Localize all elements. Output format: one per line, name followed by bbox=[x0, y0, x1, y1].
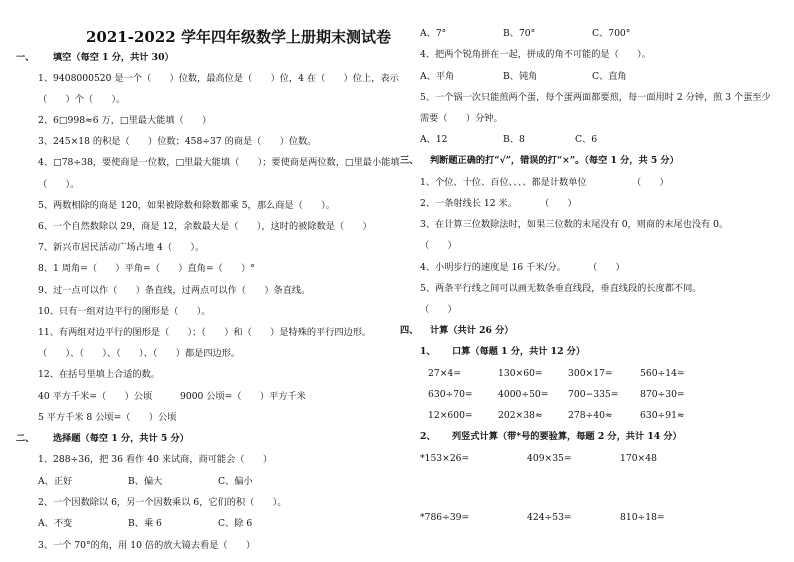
fill-q11-line2: （ ）、（ ）、（ ）、（ ）都是四边形。 bbox=[38, 348, 241, 359]
section-4-heading: 计算（共计 26 分） bbox=[430, 325, 514, 336]
judge-q2: 2、一条射线长 12 米。 bbox=[420, 198, 517, 209]
choice-q3-option-b: B、70° bbox=[503, 28, 536, 39]
choice-q2-option-a: A、不变 bbox=[38, 518, 73, 529]
judge-q2-paren: （ ） bbox=[540, 198, 577, 209]
fill-q6: 6、一个自然数除以 29，商是 12，余数最大是（ ），这时的被除数是（ ） bbox=[38, 221, 372, 232]
judge-q3-line1: 3、在计算三位数除法时，如果三位数的末尾没有 0，则商的末尾也没有 0。 bbox=[420, 219, 729, 230]
fill-q9: 9、过一点可以作（ ）条直线，过两点可以作（ ）条直线。 bbox=[38, 285, 311, 296]
vertical-r1-c1: *153×26= bbox=[420, 453, 470, 464]
fill-q2: 2、6□998≈6 万，□里最大能填（ ） bbox=[38, 115, 212, 126]
choice-q2: 2、一个因数除以 6，另一个因数乘以 6，它们的积（ ）。 bbox=[38, 497, 287, 508]
judge-q1-paren: （ ） bbox=[632, 177, 669, 188]
choice-q2-option-b: B、乘 6 bbox=[128, 518, 162, 529]
oral-r1-c4: 560÷14= bbox=[640, 368, 685, 379]
vertical-calc-heading: 列竖式计算（带*号的要验算，每题 2 分，共计 14 分） bbox=[452, 431, 682, 442]
choice-q1-option-a: A、正好 bbox=[38, 476, 73, 487]
fill-q5: 5、两数相除的商是 120，如果被除数和除数都乘 5，那么商是（ ）。 bbox=[38, 200, 335, 211]
choice-q2-option-c: C、除 6 bbox=[218, 518, 253, 529]
choice-q3: 3、一个 70°的角，用 10 倍的放大镜去看是（ ） bbox=[38, 540, 256, 551]
choice-q4: 4、把两个锐角拼在一起，拼成的角不可能的是（ ）。 bbox=[420, 49, 651, 60]
choice-q5-line1: 5、一个锅一次只能煎两个蛋，每个蛋两面都要煎，每一面用时 2 分钟，煎 3 个蛋至少 bbox=[420, 92, 771, 103]
vertical-r1-c2: 409×35= bbox=[527, 453, 572, 464]
fill-q1-line1: 1、9408000520 是一个（ ）位数，最高位是（ ）位，4 在（ ）位上，表示 bbox=[38, 73, 399, 84]
choice-q1-option-c: C、偏小 bbox=[218, 476, 253, 487]
oral-r1-c3: 300×17= bbox=[568, 368, 613, 379]
section-3-heading: 判断题正确的打“√”，错误的打“×”。（每空 1 分，共 5 分） bbox=[430, 155, 679, 166]
oral-r2-c3: 700−335= bbox=[568, 389, 619, 400]
vertical-r2-c3: 810÷18= bbox=[620, 512, 665, 523]
fill-q11-line1: 11、有两组对边平行的图形是（ ）；（ ）和（ ）是特殊的平行四边形。 bbox=[38, 327, 372, 338]
fill-q4-line2: （ ）。 bbox=[38, 179, 80, 190]
judge-q1: 1、个位、十位、百位、、、、都是计数单位 bbox=[420, 177, 587, 188]
fill-q1-line2: （ ）个（ ）。 bbox=[38, 94, 126, 105]
choice-q5-line2: 需要（ ）分钟。 bbox=[420, 113, 503, 124]
fill-q12-item3: 5 平方千米 8 公顷=（ ）公顷 bbox=[38, 412, 177, 423]
vertical-calc-number: 2、 bbox=[420, 431, 436, 442]
oral-r2-c2: 4000÷50= bbox=[498, 389, 549, 400]
choice-q4-option-a: A、平角 bbox=[420, 71, 455, 82]
choice-q3-option-a: A、7° bbox=[420, 28, 447, 39]
section-1-heading: 填空（每空 1 分，共计 30） bbox=[53, 52, 174, 63]
section-2-number: 二、 bbox=[16, 433, 35, 444]
section-2-heading: 选择题（每空 1 分，共计 5 分） bbox=[53, 433, 189, 444]
judge-q4: 4、小明步行的速度是 16 千米/分。 bbox=[420, 262, 566, 273]
oral-r3-c2: 202×38≈ bbox=[498, 410, 543, 421]
oral-r3-c4: 630÷91≈ bbox=[640, 410, 685, 421]
judge-q5-line1: 5、两条平行线之间可以画无数条垂直线段，垂直线段的长度都不同。 bbox=[420, 283, 702, 294]
oral-r3-c3: 278÷40≈ bbox=[568, 410, 613, 421]
fill-q3: 3、245×18 的积是（ ）位数；458÷37 的商是（ ）位数。 bbox=[38, 136, 317, 147]
judge-q5-line2: （ ） bbox=[420, 304, 457, 315]
fill-q12-item1: 40 平方千米=（ ）公顷 bbox=[38, 391, 153, 402]
fill-q12: 12、在括号里填上合适的数。 bbox=[38, 369, 160, 380]
oral-r1-c1: 27×4= bbox=[428, 368, 461, 379]
choice-q4-option-b: B、钝角 bbox=[503, 71, 538, 82]
fill-q8: 8、1 周角=（ ）平角=（ ）直角=（ ）° bbox=[38, 263, 255, 274]
vertical-r2-c1: *786÷39= bbox=[420, 512, 470, 523]
choice-q4-option-c: C、直角 bbox=[592, 71, 627, 82]
page-title: 2021-2022 学年四年级数学上册期末测试卷 bbox=[86, 28, 391, 46]
section-4-number: 四、 bbox=[400, 325, 419, 336]
section-1-number: 一、 bbox=[16, 52, 35, 63]
choice-q5-option-c: C、6 bbox=[575, 134, 598, 145]
fill-q12-item2: 9000 公顷=（ ）平方千米 bbox=[180, 391, 306, 402]
choice-q1: 1、288÷36，把 36 看作 40 来试商，商可能会（ ） bbox=[38, 454, 273, 465]
vertical-r2-c2: 424÷53= bbox=[527, 512, 572, 523]
oral-r2-c1: 630÷70= bbox=[428, 389, 473, 400]
oral-r1-c2: 130×60= bbox=[498, 368, 543, 379]
section-3-number: 三、 bbox=[400, 155, 419, 166]
oral-calc-heading: 口算（每题 1 分，共计 12 分） bbox=[452, 346, 586, 357]
choice-q1-option-b: B、偏大 bbox=[128, 476, 163, 487]
judge-q3-line2: （ ） bbox=[420, 240, 457, 251]
vertical-r1-c3: 170×48 bbox=[620, 453, 657, 464]
fill-q7: 7、新兴市居民活动广场占地 4（ ）。 bbox=[38, 242, 205, 253]
oral-calc-number: 1、 bbox=[420, 346, 436, 357]
choice-q5-option-b: B、8 bbox=[503, 134, 525, 145]
fill-q4-line1: 4、□78÷38，要使商是一位数，□里最大能填（ ）；要使商是两位数，□里最小能填 bbox=[38, 157, 400, 168]
judge-q4-paren: （ ） bbox=[588, 262, 625, 273]
choice-q3-option-c: C、700° bbox=[592, 28, 631, 39]
oral-r3-c1: 12×600= bbox=[428, 410, 473, 421]
fill-q10: 10、只有一组对边平行的图形是（ ）。 bbox=[38, 306, 211, 317]
choice-q5-option-a: A、12 bbox=[420, 134, 448, 145]
oral-r2-c4: 870÷30= bbox=[640, 389, 685, 400]
